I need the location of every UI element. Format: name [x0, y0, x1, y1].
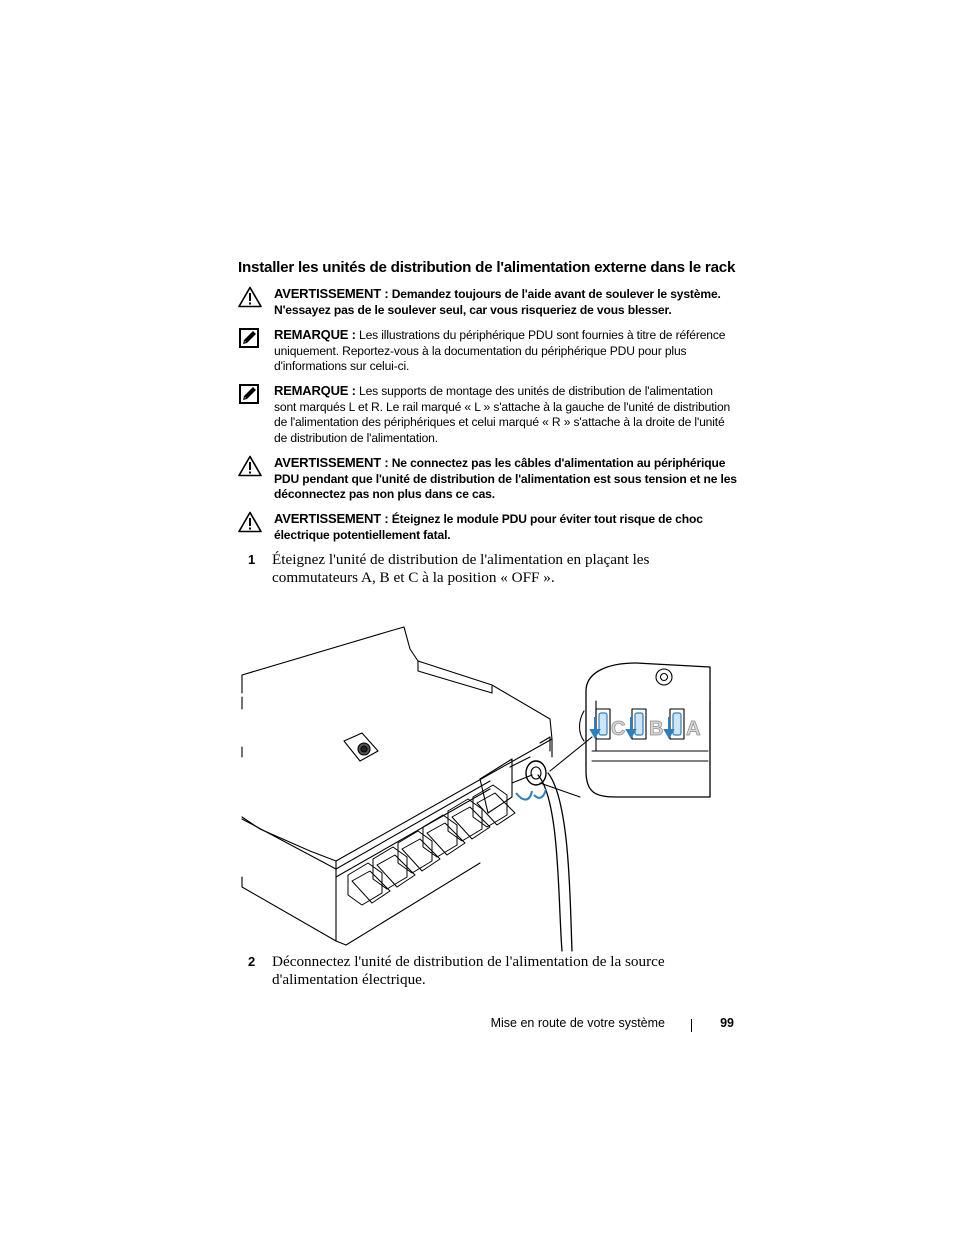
warning-notice-electric-shock	[238, 511, 738, 543]
notice-label: AVERTISSEMENT :	[274, 455, 389, 470]
step-number: 2	[248, 954, 256, 969]
warning-triangle-icon	[238, 455, 262, 477]
step-2	[248, 953, 718, 988]
notice-text: Éteignez le module PDU pour éviter tout risque de choc électrique potentiellement fatal.	[274, 512, 703, 542]
switch-label-b: B	[649, 718, 664, 740]
warning-notice-power-cables	[238, 455, 738, 503]
pdu-switch-illustration	[240, 601, 716, 953]
warning-notice-lifting	[238, 286, 738, 318]
note-notice-mounting-brackets	[238, 383, 738, 446]
page-footer	[480, 1016, 740, 1036]
note-pencil-icon	[238, 383, 262, 405]
step-number: 1	[248, 552, 256, 567]
notice-label: REMARQUE :	[274, 327, 356, 342]
warning-triangle-icon	[238, 286, 262, 308]
switch-label-c: C	[611, 718, 626, 740]
warning-triangle-icon	[238, 511, 262, 533]
notice-text: Demandez toujours de l'aide avant de soulever le système. N'essayez pas de le soulever seul, car vous risqueriez de vous blesser.	[274, 287, 721, 317]
step-text: Éteignez l'unité de distribution de l'alimentation en plaçant les commutateurs A, B et C à la position « OFF ».	[272, 551, 650, 586]
section-heading: Installer les unités de distribution de l'alimentation externe dans le rack	[238, 259, 736, 276]
switch-label-a: A	[686, 718, 701, 740]
note-pencil-icon	[238, 327, 262, 349]
footer-section-title: Mise en route de votre système	[490, 1016, 665, 1030]
notice-text: Les illustrations du périphérique PDU sont fournies à titre de référence uniquement. Reportez-vous à la documentation du périphérique PDU pour plus d'informations sur celui-ci.	[274, 328, 726, 374]
page-number: 99	[720, 1016, 734, 1030]
notice-text: Les supports de montage des unités de distribution de l'alimentation sont marqués L et R. Le rail marqué « L » s'attache à la gauche de l'unité de distribution de l'alimentation des périphériques et celui marqué « R » s'attache à la droite de l'unité de distribution de l'alimentation.	[274, 384, 731, 445]
note-notice-illustrations	[238, 327, 738, 375]
step-text: Déconnectez l'unité de distribution de l'alimentation de la source d'alimentation électrique.	[272, 953, 665, 988]
notice-text: Ne connectez pas les câbles d'alimentation au périphérique PDU pendant que l'unité de distribution de l'alimentation est sous tension et ne les déconnectez pas non plus dans ce cas.	[274, 456, 737, 502]
notice-label: AVERTISSEMENT :	[274, 511, 389, 526]
notice-label: AVERTISSEMENT :	[274, 286, 389, 301]
footer-divider	[691, 1019, 692, 1032]
notice-label: REMARQUE :	[274, 383, 356, 398]
step-1	[248, 551, 718, 586]
